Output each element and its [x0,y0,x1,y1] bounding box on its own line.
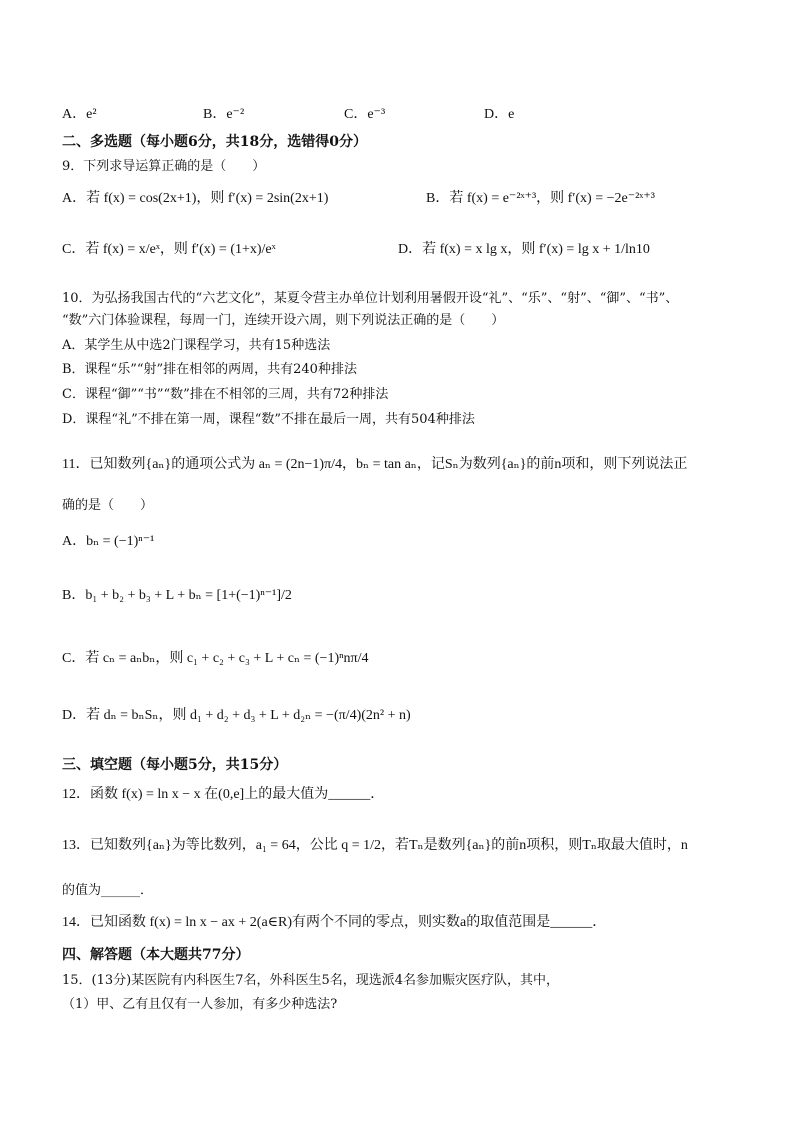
q15-part1: （1）甲、乙有且仅有一人参加，有多少种选法? [62,997,338,1012]
q14-text: 14．已知函数 f(x) = ln x − ax + 2(a∈R)有两个不同的零点，则实数a的取值范围是______． [62,915,607,930]
section-4-heading: 四、解答题（本大题共77分） [62,947,250,963]
q9-option-b: B．若 f(x) = e⁻²ˣ⁺³，则 f′(x) = −2e⁻²ˣ⁺³ [426,191,655,206]
q8-option-b: B．e⁻² [203,107,245,122]
q12-text: 12．函数 f(x) = ln x − x 在(0,e]上的最大值为______． [62,787,385,802]
q10-stem-line1: 10．为弘扬我国古代的“六艺文化”，某夏令营主办单位计划利用暑假开设“礼”、“乐”、“射”、“御”、“书”、 [62,291,679,306]
q8-option-a: A．e² [62,107,97,122]
q13-line1: 13．已知数列{aₙ}为等比数列，a₁ = 64，公比 q = 1/2，若Tₙ是数列{aₙ}的前n项积，则Tₙ取最大值时，n [62,838,688,853]
q9-option-c: C．若 f(x) = x/eˣ，则 f′(x) = (1+x)/eˣ [62,242,276,257]
q11-option-b: B．b₁ + b₂ + b₃ + L + bₙ = [1+(−1)ⁿ⁻¹]/2 [62,588,292,603]
q10-option-d: D．课程“礼”不排在第一周，课程“数”不排在最后一周，共有504种排法 [62,412,475,427]
q10-option-a: A．某学生从中选2门课程学习，共有15种选法 [62,338,331,353]
section-3-heading: 三、填空题（每小题5分，共15分） [62,757,288,773]
q11-option-a: A．bₙ = (−1)ⁿ⁻¹ [62,534,155,549]
section-2-heading: 二、多选题（每小题6分，共18分，选错得0分） [62,134,367,150]
q11-option-c: C．若 cₙ = aₙbₙ，则 c₁ + c₂ + c₃ + L + cₙ = (−1)ⁿnπ/4 [62,651,369,666]
q9-option-d: D．若 f(x) = x lg x，则 f′(x) = lg x + 1/ln10 [398,242,650,257]
q15-stem: 15．(13分)某医院有内科医生7名，外科医生5名，现选派4名参加赈灾医疗队，其中， [62,973,560,988]
q10-stem-line2: “数”六门体验课程，每周一门，连续开设六周，则下列说法正确的是（ ） [62,313,505,328]
q8-option-d: D．e [484,107,515,122]
q10-option-c: C．课程“御”“书”“数”排在不相邻的三周，共有72种排法 [62,387,389,402]
q11-option-d: D．若 dₙ = bₙSₙ，则 d₁ + d₂ + d₃ + L + d₂ₙ = −(π/4)(2n² + n) [62,708,411,723]
q8-option-c: C．e⁻³ [344,107,386,122]
q11-stem-line1: 11．已知数列{aₙ}的通项公式为 aₙ = (2n−1)π/4，bₙ = tan aₙ，记Sₙ为数列{aₙ}的前n项和，则下列说法正 [62,457,688,472]
q9-option-a: A．若 f(x) = cos(2x+1)，则 f′(x) = 2sin(2x+1) [62,191,329,206]
q10-option-b: B．课程“乐”“射”排在相邻的两周，共有240种排法 [62,362,357,377]
q13-line2: 的值为______． [62,883,154,898]
q11-stem-line2: 确的是（ ） [62,498,154,513]
q9-stem: 9．下列求导运算正确的是（ ） [62,159,266,174]
